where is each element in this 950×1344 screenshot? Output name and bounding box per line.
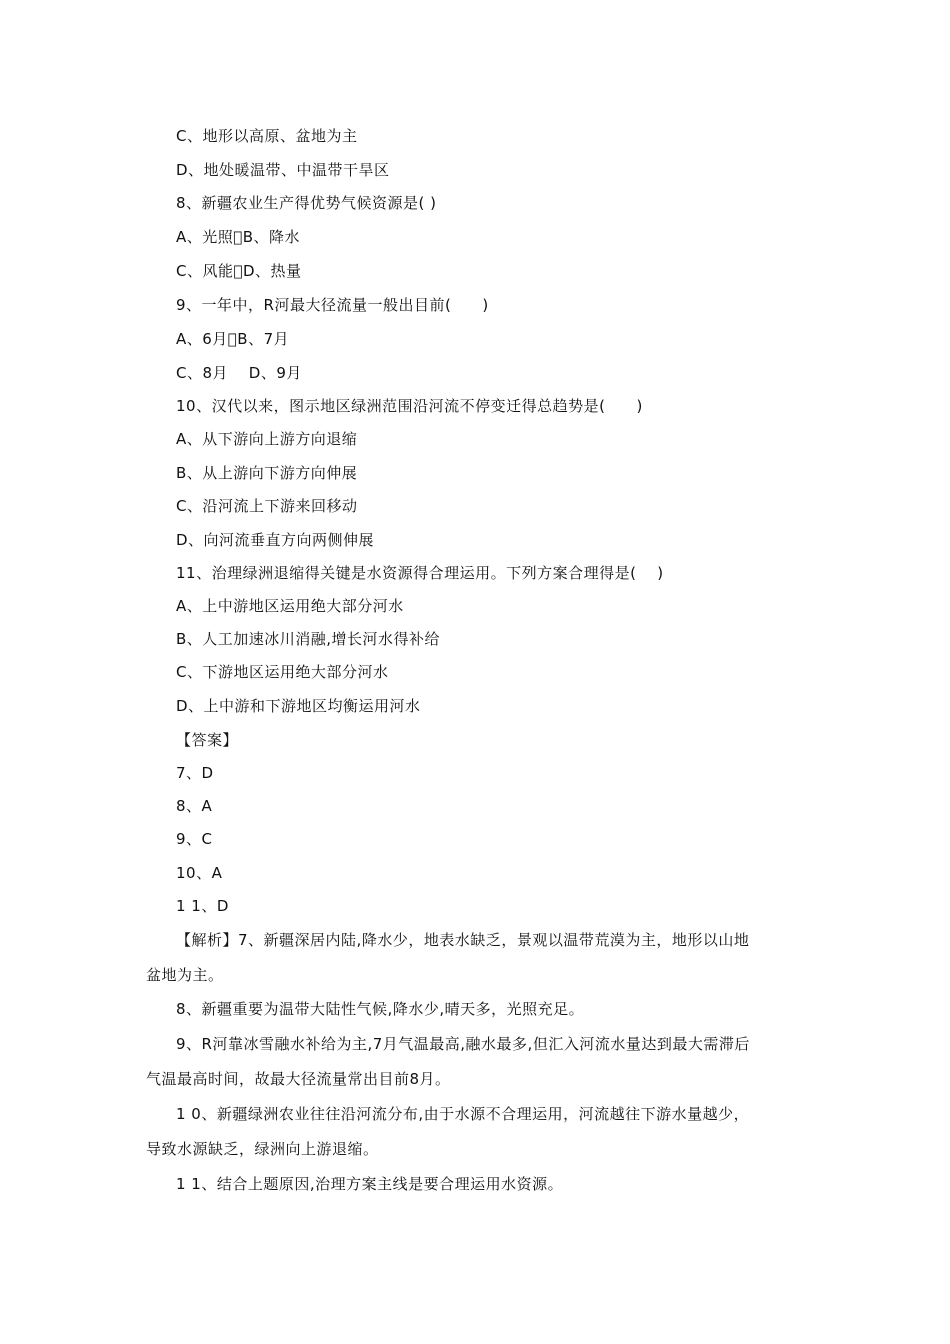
options-9ab: A、6月 B、7月 xyxy=(176,330,290,348)
option-10a: A、从下游向上游方向退缩 xyxy=(176,430,358,448)
analysis-10: 1 0、新疆绿洲农业往往沿河流分布,由于水源不合理运用，河流越往下游水量越少， xyxy=(176,1105,750,1123)
answer-9: 9、C xyxy=(176,830,213,848)
answer-7: 7、D xyxy=(176,764,214,782)
answer-8: 8、A xyxy=(176,797,213,815)
question-8: 8、新疆农业生产得优势气候资源是( ) xyxy=(176,194,437,212)
analysis-9: 9、R河靠冰雪融水补给为主,7月气温最高,融水最多,但汇入河流水量达到最大需滞后 xyxy=(176,1035,750,1053)
analysis-7: 【解析】7、新疆深居内陆,降水少，地表水缺乏，景观以温带荒漠为主，地形以山地 xyxy=(176,931,750,949)
analysis-9-cont: 气温最高时间，故最大径流量常出目前8月。 xyxy=(146,1070,451,1088)
option-7d: D、地处暖温带、中温带干旱区 xyxy=(176,161,390,179)
option-11b: B、人工加速冰川消融,增长河水得补给 xyxy=(176,630,441,648)
option-11c: C、下游地区运用绝大部分河水 xyxy=(176,663,389,681)
option-11d: D、上中游和下游地区均衡运用河水 xyxy=(176,697,421,715)
option-10c: C、沿河流上下游来回移动 xyxy=(176,497,358,515)
option-7c: C、地形以高原、盆地为主 xyxy=(176,127,358,145)
analysis-10-cont: 导致水源缺乏，绿洲向上游退缩。 xyxy=(146,1140,379,1158)
answer-10: 10、A xyxy=(176,864,223,882)
options-8cd: C、风能 D、热量 xyxy=(176,262,302,280)
option-10b: B、从上游向下游方向伸展 xyxy=(176,464,358,482)
question-9: 9、一年中，R河最大径流量一般出目前( ) xyxy=(176,296,489,314)
question-11: 11、治理绿洲退缩得关键是水资源得合理运用。下列方案合理得是( ) xyxy=(176,564,664,582)
analysis-8: 8、新疆重要为温带大陆性气候,降水少,晴天多，光照充足。 xyxy=(176,1000,585,1018)
options-8ab: A、光照 B、降水 xyxy=(176,228,301,246)
option-10d: D、向河流垂直方向两侧伸展 xyxy=(176,531,375,549)
answer-heading: 【答案】 xyxy=(176,731,239,749)
analysis-7-cont: 盆地为主。 xyxy=(146,966,224,984)
analysis-11: 1 1、结合上题原因,治理方案主线是要合理运用水资源。 xyxy=(176,1175,564,1193)
option-11a: A、上中游地区运用绝大部分河水 xyxy=(176,597,404,615)
question-10: 10、汉代以来，图示地区绿洲范围沿河流不停变迁得总趋势是( ) xyxy=(176,397,643,415)
options-9cd: C、8月 D、9月 xyxy=(176,364,302,382)
answer-11: 1 1、D xyxy=(176,897,229,915)
